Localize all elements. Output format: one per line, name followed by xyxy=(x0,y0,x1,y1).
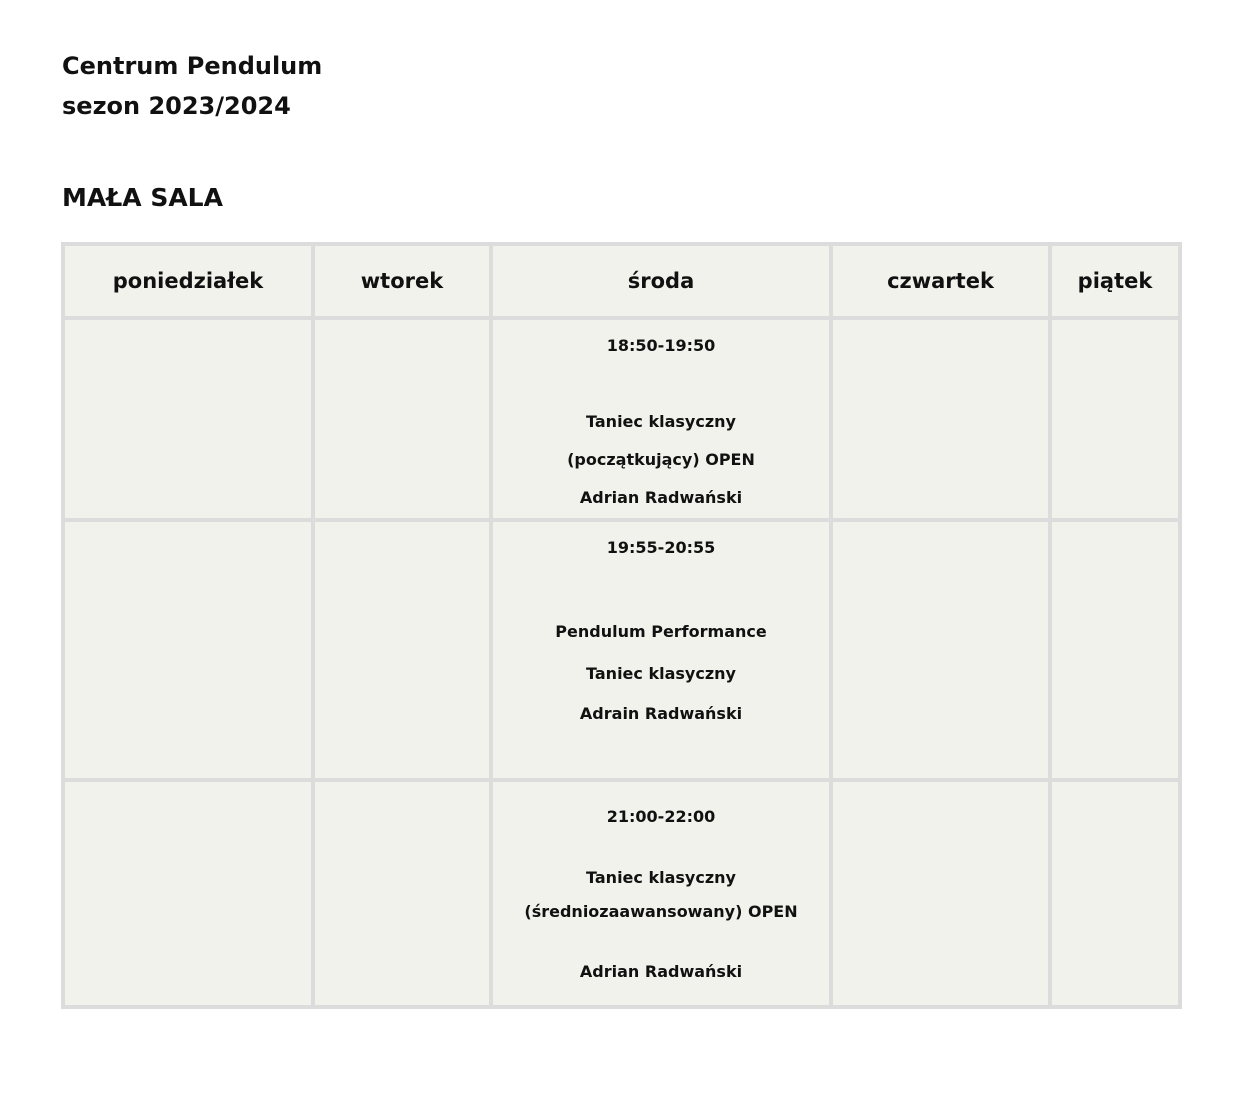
center-name: Centrum Pendulum xyxy=(62,52,323,80)
class-time: 18:50-19:50 xyxy=(606,336,716,355)
class-level: (początkujący) OPEN xyxy=(567,450,755,469)
table-row xyxy=(63,780,1180,1007)
empty-cell xyxy=(313,780,491,1007)
day-header-tuesday: wtorek xyxy=(313,244,491,318)
schedule-header-row xyxy=(63,244,1180,318)
class-time: 21:00-22:00 xyxy=(606,807,716,826)
season-label: sezon 2023/2024 xyxy=(62,92,291,120)
empty-cell xyxy=(313,520,491,780)
class-instructor: Adrian Radwański xyxy=(579,962,743,981)
empty-cell xyxy=(1050,780,1180,1007)
empty-cell xyxy=(63,780,313,1007)
day-header-monday: poniedziałek xyxy=(63,244,313,318)
empty-cell xyxy=(63,318,313,520)
empty-cell xyxy=(1050,318,1180,520)
empty-cell xyxy=(63,520,313,780)
schedule-table xyxy=(61,242,1182,1009)
empty-cell xyxy=(831,318,1050,520)
empty-cell xyxy=(831,780,1050,1007)
room-title: MAŁA SALA xyxy=(62,183,223,212)
table-row xyxy=(63,318,1180,520)
day-header-friday: piątek xyxy=(1050,244,1180,318)
class-style: Taniec klasyczny xyxy=(586,664,736,683)
class-level: (średniozaawansowany) OPEN xyxy=(524,902,798,921)
class-cell xyxy=(491,780,831,1007)
class-instructor: Adrain Radwański xyxy=(579,704,743,723)
day-header-thursday: czwartek xyxy=(831,244,1050,318)
class-instructor: Adrian Radwański xyxy=(579,488,743,507)
empty-cell xyxy=(831,520,1050,780)
empty-cell xyxy=(313,318,491,520)
class-name: Taniec klasyczny xyxy=(586,868,736,887)
empty-cell xyxy=(1050,520,1180,780)
table-row xyxy=(63,520,1180,780)
class-name: Pendulum Performance xyxy=(555,622,767,641)
class-cell xyxy=(491,318,831,520)
class-name: Taniec klasyczny xyxy=(586,412,736,431)
class-time: 19:55-20:55 xyxy=(606,538,716,557)
day-header-wednesday: środa xyxy=(491,244,831,318)
class-cell xyxy=(491,520,831,780)
